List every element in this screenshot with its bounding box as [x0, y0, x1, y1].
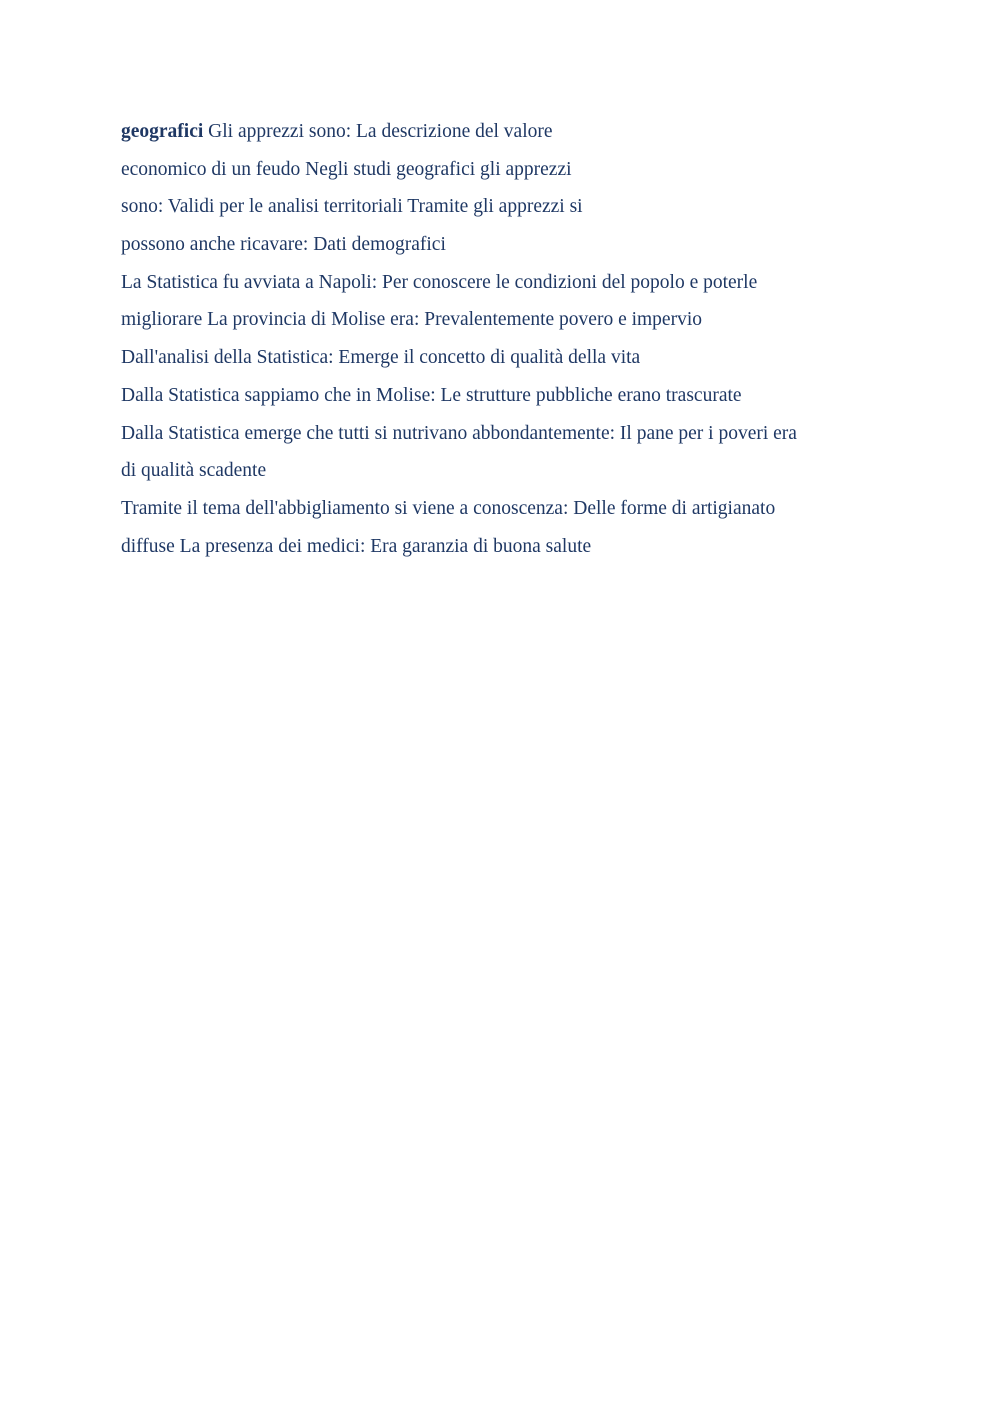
line-text: Gli apprezzi sono: La descrizione del valore [203, 121, 553, 142]
bold-keyword: geografici [121, 121, 204, 142]
text-line [121, 117, 911, 155]
text-line: Dalla Statistica sappiamo che in Molise: Le strutture pubbliche erano trascurate [121, 384, 742, 406]
text-line: diffuse La presenza dei medici: Era garanzia di buona salute [121, 535, 592, 557]
text-line: Dall'analisi della Statistica: Emerge il concetto di qualità della vita [121, 347, 641, 369]
text-line: Dalla Statistica emerge che tutti si nutrivano abbondantemente: Il pane per i poveri era [121, 422, 797, 444]
text-line: economico di un feudo Negli studi geografici gli apprezzi [121, 158, 572, 180]
text-line: sono: Validi per le analisi territoriali Tramite gli apprezzi si [121, 196, 583, 218]
text-line: La Statistica fu avviata a Napoli: Per conoscere le condizioni del popolo e poterle [121, 271, 758, 293]
text-line: di qualità scadente [121, 460, 267, 482]
text-line: Tramite il tema dell'abbigliamento si viene a conoscenza: Delle forme di artigianato [121, 497, 776, 519]
text-line: migliorare La provincia di Molise era: Prevalentemente povero e impervio [121, 309, 703, 331]
text-line: possono anche ricavare: Dati demografici [121, 234, 446, 256]
document-body [121, 117, 911, 569]
